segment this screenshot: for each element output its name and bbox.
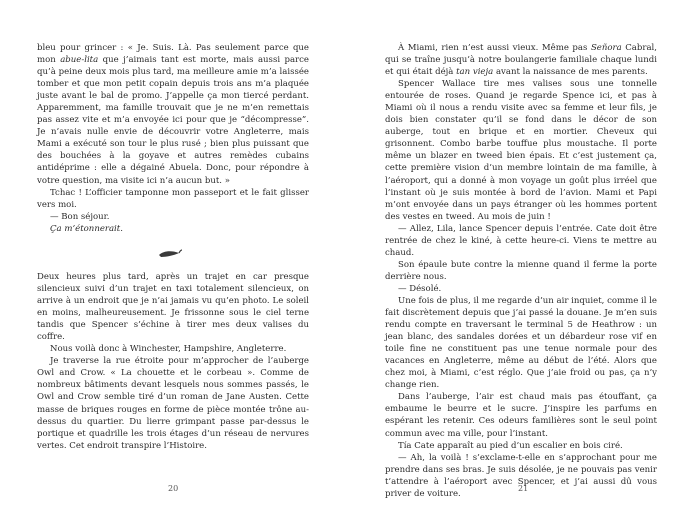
left-para-5: Deux heures plus tard, après un trajet en car presque silencieux suivi d’un trajet en taxi totalement silencieux, on arrive à un endroit que je n’ai jamais vu qu’en photo. Le soleil en moins, malheureusement. Je frissonne sous le ciel terne tandis que Spencer s’échine à tirer mes deux valises du coffre.: [37, 272, 309, 343]
left-para-1: bleu pour grincer : « Je. Suis. Là. Pas seulement parce que mon abue-lita que j’aimais tant est morte, mais aussi parce qu’à peine deux mois plus tard, ma meilleure amie m’a laissée tomber et que mon petit copain depuis trois ans m’a plaquée juste avant le bal de promo. J’appelle ça mon tiercé perdant. Apparemment, ma famille trouvait que je ne m’en remettais pas assez vite et m’a envoyée ici pour que je “décompresse”. Je n’avais nulle envie de découvrir votre Angleterre, mais Mami a exécuté son tour le plus rusé ; bien plus puissant que des bouchées à la goyave et autres remèdes cubains antidéprime : elle a dégainé Abuela. Donc, pour répondre à votre question, ma visite ici n’a aucun but. »: [37, 43, 309, 186]
right-para-8: Tía Cate apparaît au pied d’un escalier en bois ciré.: [398, 440, 623, 451]
page-number-right: 21: [518, 484, 529, 493]
left-para-7: Je traverse la rue étroite pour m’approcher de l’auberge Owl and Crow. « La chouette et le corbeau ». Comme de nombreux bâtiments devant lesquels nous sommes passés, le Owl and Crow semble tiré d’un roman de Jane Austen. Cette masse de briques rouges en forme de pièce montée trône au-dessus du quartier. Du lierre grimpant passe par-dessus le portique et quadrille les trois étages d’un réseau de nervures vertes. Cet endroit transpire l’Histoire.: [37, 356, 309, 451]
page-number-left: 20: [168, 484, 179, 493]
left-para-4: Ça m’étonnerait.: [50, 223, 123, 234]
right-para-7: Dans l’auberge, l’air est chaud mais pas étouffant, ça embaume le beurre et le sucre. J’inspire les parfums en espérant les retenir. Ces odeurs familières sont le seul point commun avec ma ville, pour l’instant.: [385, 392, 657, 439]
chili-pepper-ornament-icon: [157, 248, 183, 260]
left-text-block-1: [37, 42, 309, 235]
left-para-3: — Bon séjour.: [50, 211, 110, 222]
right-text-block: [385, 42, 657, 500]
right-para-5: — Désolé.: [398, 283, 442, 294]
left-para-6: Nous voilà donc à Winchester, Hampshire, Angleterre.: [50, 344, 287, 355]
right-para-3: — Allez, Lila, lance Spencer depuis l’entrée. Cate doit être rentrée de chez le kiné, à cette heure-ci. Viens te mettre au chaud.: [385, 223, 657, 258]
right-para-2: Spencer Wallace tire mes valises sous une tonnelle entourée de roses. Quand je regarde Spence ici, et pas à Miami où il nous a rendu visite avec sa femme et leur fils, je dois bien constater qu’il se fond dans le décor de son auberge, tout en brique et en mortier. Cheveux qui grisonnent. Combo barbe touffue plus moustache. Il porte même un blazer en tweed bien épais. Et c’est justement ça, cette première vision d’un membre lointain de ma famille, à l’aéroport, qui a donné à mon voyage un goût plus irréel que l’instant où je suis montée à bord de l’avion. Mami et Papi m’ont envoyée dans un pays étranger où les hommes portent des vestes en tweed. Au mois de juin !: [385, 79, 657, 222]
right-para-1: À Miami, rien n’est aussi vieux. Même pas Señora Cabral, qui se traîne jusqu’à notre boulangerie familiale chaque lundi et qui était déjà tan vieja avant la naissance de mes parents.: [385, 43, 657, 78]
right-para-4: Son épaule bute contre la mienne quand il ferme la porte derrière nous.: [385, 259, 657, 282]
left-text-block-2: [37, 271, 309, 452]
right-para-6: Une fois de plus, il me regarde d’un air inquiet, comme il le fait discrètement depuis que j’ai passé la douane. Je m’en suis rendu compte en traversant le terminal 5 de Heathrow : un jean blanc, des sandales dorées et un débardeur rose vif en toile fine ne constituent pas une tenue normale pour des vacances en Angleterre, même au début de l’été. Alors que chez moi, à Miami, c’est réglo. Que j’aie froid ou pas, ça n’y change rien.: [385, 295, 657, 391]
left-para-2: Tchac ! L’officier tamponne mon passeport et le fait glisser vers moi.: [37, 187, 309, 210]
right-para-9: — Ah, la voilà ! s’exclame-t-elle en s’approchant pour me prendre dans ses bras. Je suis désolée, je ne pouvais pas venir t’attendre à l’aéroport avec Spencer, et j’ai aussi dû vous priver de voiture.: [385, 452, 657, 499]
